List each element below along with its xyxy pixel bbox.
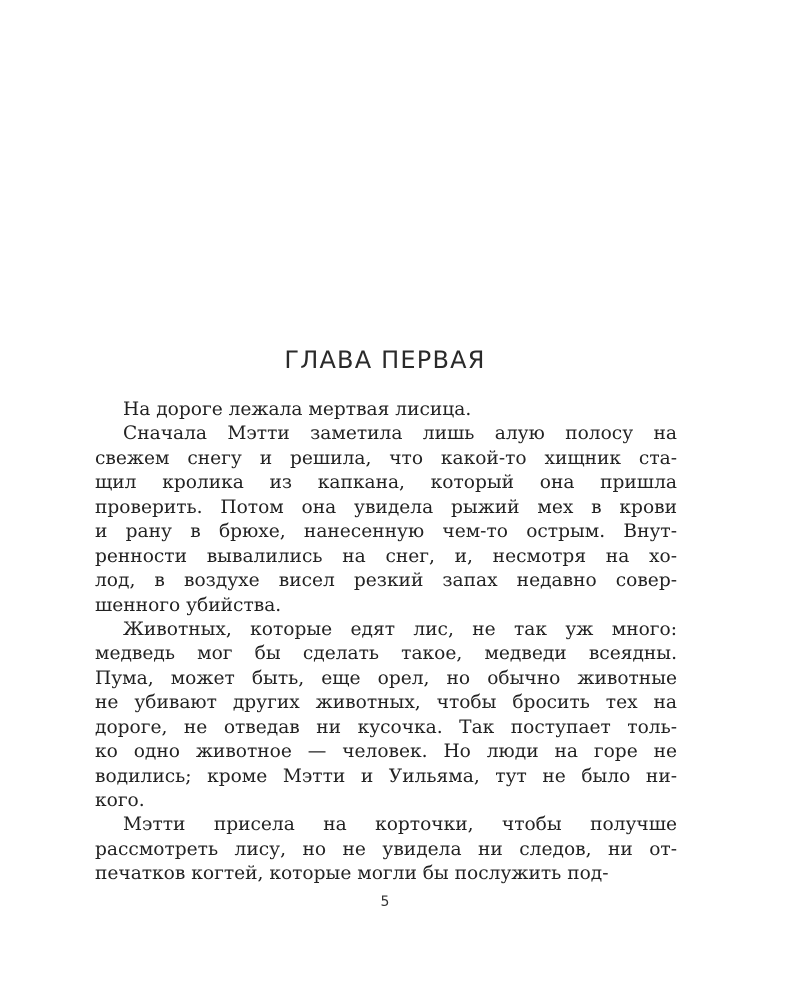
text-line: Сначала Мэтти заметила лишь алую полосу на [123,423,677,445]
page-number: 5 [380,894,390,910]
text-line: щил кролика из капкана, который она пришла [95,472,677,494]
text-line: печатков когтей, которые могли бы послужить под- [95,863,609,885]
text-line: и рану в брюхе, нанесенную чем-то острым. Внут- [95,521,677,543]
text-line: не убивают других животных, чтобы бросить тех на [95,692,677,714]
text-line: шенного убийства. [95,594,282,616]
text-line: Мэтти присела на корточки, чтобы получше [123,814,677,836]
text-line: ко одно животное — человек. Но люди на горе не [95,741,677,763]
text-line: рассмотреть лису, но не увидела ни следов, ни от- [95,838,677,860]
paragraph [95,422,677,618]
chapter-title: ГЛАВА ПЕРВАЯ [284,346,486,374]
paragraph [95,398,677,422]
text-line: свежем снегу и решила, что какой-то хищник ста- [95,447,677,469]
text-line: дороге, не отведав ни кусочка. Так поступает толь- [95,716,677,738]
text-line: На дороге лежала мертвая лисица. [123,399,472,420]
text-line: лод, в воздухе висел резкий запах недавно совер- [95,570,677,592]
text-line: водились; кроме Мэтти и Уильяма, тут не было ни- [95,765,677,787]
text-line: медведь мог бы сделать такое, медведи всеядны. [95,643,677,665]
text-line: ренности вывалились на снег, и, несмотря на хо- [95,545,677,567]
text-line: проверить. Потом она увидела рыжий мех в крови [95,496,677,518]
text-line: Животных, которые едят лис, не так уж много: [123,618,677,640]
text-line: кого. [95,790,145,811]
text-line: Пума, может быть, еще орел, но обычно животные [95,667,677,689]
paragraph [95,813,677,886]
body-text [95,398,677,887]
paragraph [95,618,677,814]
